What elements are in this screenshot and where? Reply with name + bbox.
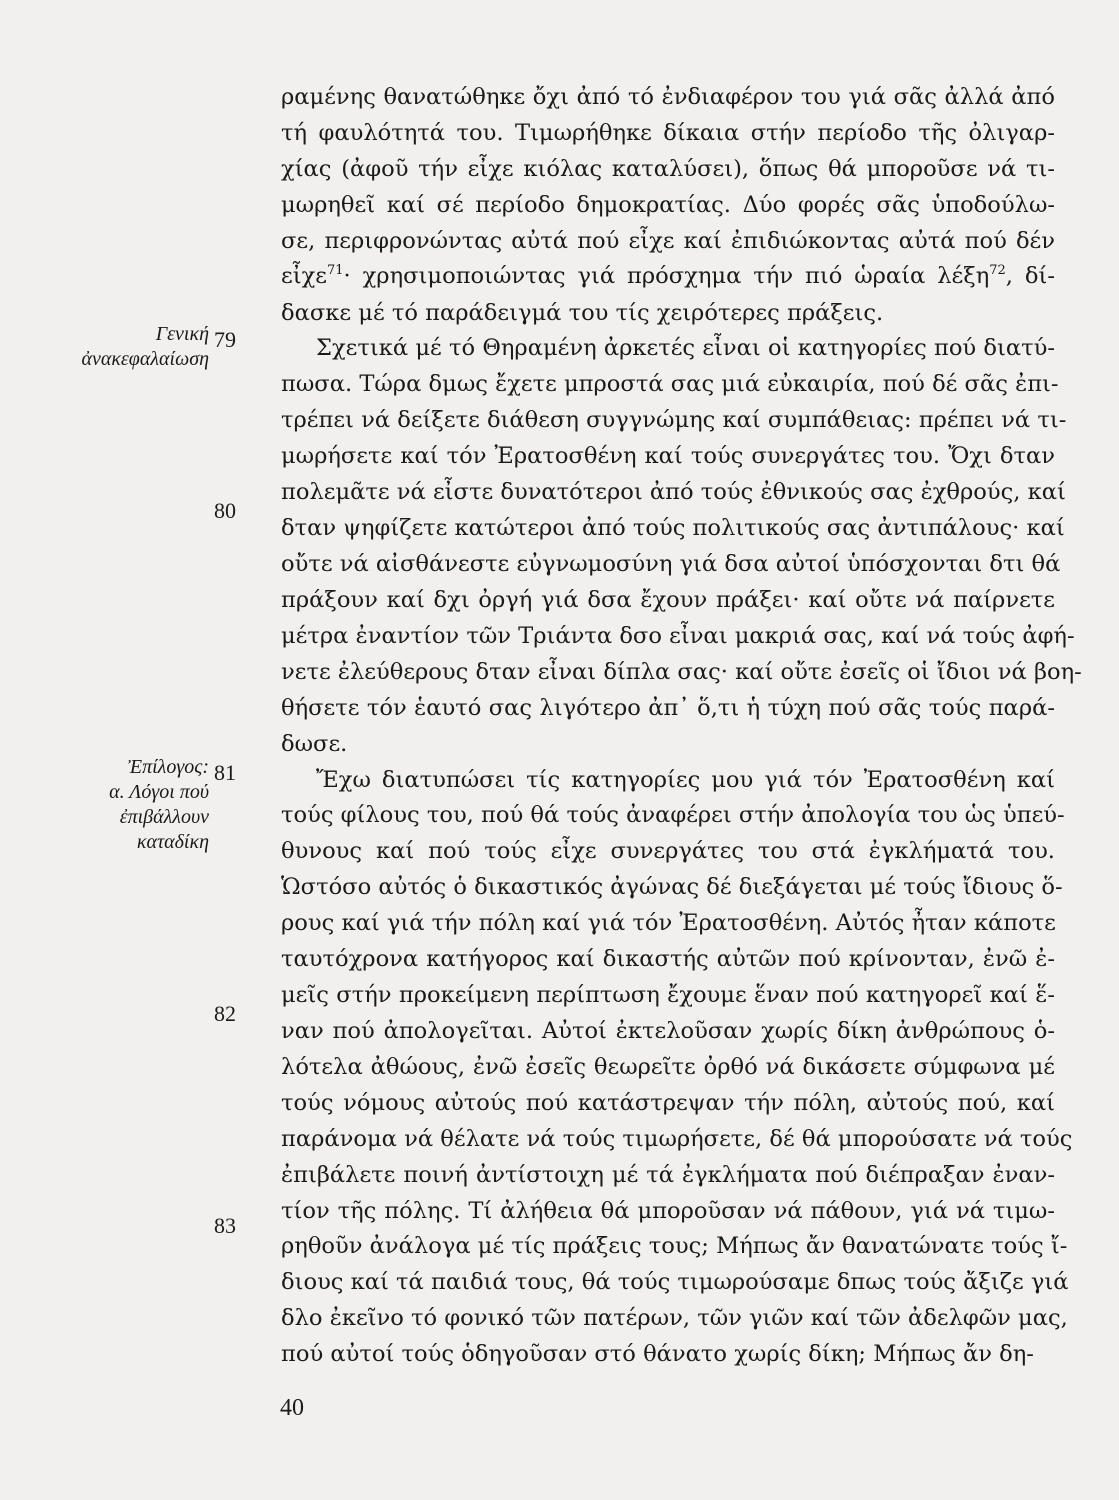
text-line-17: νετε ἐλεύθερους δταν εἶναι δίπλα σας· καί οὔτε ἐσεῖς οἱ ἴδιοι νά βοη- (281, 658, 1082, 685)
text-line-28: λότελα ἀθώους, ἐνῶ ἐσεῖς θεωρεῖτε ὀρθό νά δικάσετε σύμφωνα μέ (281, 1053, 1055, 1080)
line-number-79: 79 (214, 327, 236, 352)
text-line-12: πολεμᾶτε νά εἶστε δυνατότεροι ἀπό τούς ἐθνικούς σας ἐχθρούς, καί (281, 479, 1066, 506)
text-line-11: μωρήσετε καί τόν Ἐρατοσθένη καί τούς συνεργάτες του. Ὄχι δταν (281, 443, 1055, 470)
text-line-32: τίον τῆς πόλης. Τί ἀλήθεια θά μποροῦσαν νά πάθουν, γιά νά τιμω- (281, 1197, 1055, 1224)
line6-part-a: εἶχε (281, 263, 327, 289)
text-line-34: διους καί τά παιδιά τους, θά τούς τιμωρούσαμε δπως τούς ἄξιζε γιά (281, 1269, 1069, 1296)
line6-part-c: , δί- (1005, 263, 1055, 289)
text-line-36: πού αὐτοί τούς ὁδηγοῦσαν στό θάνατο χωρίς δίκη; Μήπως ἄν δη- (281, 1341, 1034, 1368)
text-line-20: Ἔχω διατυπώσει τίς κατηγορίες μου γιά τόν Ἐρατοσθένη καί (316, 766, 1055, 793)
line6-part-b: · χρησιμοποιώντας γιά πρόσχημα τήν πιό ὡραία λέξη (343, 263, 990, 289)
page-number: 40 (280, 1395, 304, 1421)
line-number-82: 82 (214, 1001, 236, 1026)
line-number-83: 83 (214, 1213, 236, 1238)
text-line-6 (281, 258, 1055, 294)
text-line-33: ρηθοῦν ἀνάλογα μέ τίς πράξεις τους; Μήπως ἄν θανατώνατε τούς ἴ- (281, 1233, 1068, 1260)
text-line-27: ναν πού ἀπολογεῖται. Αὐτοί ἐκτελοῦσαν χωρίς δίκη ἀνθρώπους ὁ- (281, 1017, 1055, 1044)
text-line-1: ραμένης θανατώθηκε ὄχι ἀπό τό ἐνδιαφέρον του γιά σᾶς ἀλλά ἀπό (281, 84, 1055, 110)
text-line-29: τούς νόμους αὐτούς πού κατάστρεψαν τήν πόλη, αὐτούς πού, καί (281, 1089, 1055, 1116)
text-line-18: θήσετε τόν ἑαυτό σας λιγότερο ἀπ᾿ ὅ,τι ἡ τύχη πού σᾶς τούς παρά- (281, 694, 1055, 721)
text-line-7: δασκε μέ τό παράδειγμά του τίς χειρότερες πράξεις. (281, 299, 884, 326)
text-line-31: ἐπιβάλετε ποινή ἀντίστοιχη μέ τά ἐγκλήματα πού διέπραξαν ἐναν- (281, 1161, 1055, 1188)
margin-note-general-summary: Γενική ἀνακεφαλαίωση (81, 323, 209, 370)
footnote-ref-72: 72 (989, 263, 1006, 278)
text-line-2: τή φαυλότητά του. Τιμωρήθηκε δίκαια στήν περίοδο τῆς ὀλιγαρ- (281, 119, 1055, 146)
text-line-5: σε, περιφρονώντας αὐτά πού εἶχε καί ἐπιδιώκοντας αὐτά πού δέν (281, 227, 1055, 254)
text-line-21: τούς φίλους του, πού θά τούς ἀναφέρει στήν ἀπολογία του ὡς ὑπεύ- (281, 802, 1065, 829)
text-line-3: χίας (ἀφοῦ τήν εἶχε κιόλας καταλύσει), ὅπως θά μποροῦσε νά τι- (281, 155, 1055, 182)
text-line-22: θυνους καί πού τούς εἶχε συνεργάτες του στά ἐγκλήματά του. (281, 838, 1055, 865)
text-line-10: τρέπει νά δείξετε διάθεση συγγνώμης καί συμπάθειας: πρέπει νά τι- (281, 407, 1067, 434)
text-line-8: Σχετικά μέ τό Θηραμένη ἀρκετές εἶναι οἱ κατηγορίες πού διατύ- (316, 335, 1055, 362)
text-line-15: πράξουν καί δχι ὀργή γιά δσα ἔχουν πράξει· καί οὔτε νά παίρνετε (281, 586, 1055, 613)
text-line-13: δταν ψηφίζετε κατώτεροι ἀπό τούς πολιτικούς σας ἀντιπάλους· καί (281, 515, 1065, 541)
text-line-25: ταυτόχρονα κατήγορος καί δικαστής αὐτῶν πού κρίνονταν, ἐνῶ ἐ- (281, 946, 1055, 973)
text-line-26: μεῖς στήν προκείμενη περίπτωση ἔχουμε ἕναν πού κατηγορεῖ καί ἕ- (281, 982, 1055, 1008)
text-line-23: Ὡστόσο αὐτός ὁ δικαστικός ἀγώνας δέ διεξάγεται μέ τούς ἴδιους ὅ- (281, 874, 1063, 901)
text-line-24: ρους καί γιά τήν πόλη καί γιά τόν Ἐρατοσθένη. Αὐτός ἦταν κάποτε (281, 910, 1056, 937)
text-line-4: μωρηθεῖ καί σέ περίοδο δημοκρατίας. Δύο φορές σᾶς ὑποδούλω- (281, 191, 1055, 218)
text-line-9: πωσα. Τώρα δμως ἔχετε μπροστά σας μιά εὐκαιρία, πού δέ σᾶς ἐπι- (281, 371, 1059, 398)
text-line-19: δωσε. (281, 730, 348, 757)
line-number-80: 80 (214, 498, 236, 523)
line-number-81: 81 (214, 760, 236, 785)
text-line-14: οὔτε νά αἰσθάνεστε εὐγνωμοσύνη γιά δσα αὐτοί ὑπόσχονται δτι θά (281, 551, 1061, 577)
footnote-ref-71: 71 (326, 263, 344, 278)
text-line-35: δλο ἐκεῖνο τό φονικό τῶν πατέρων, τῶν γιῶν καί τῶν ἀδελφῶν μας, (281, 1305, 1068, 1332)
text-line-16: μέτρα ἐναντίον τῶν Τριάντα δσο εἶναι μακριά σας, καί νά τούς ἀφή- (281, 622, 1075, 649)
text-line-30: παράνομα νά θέλατε νά τούς τιμωρήσετε, δέ θά μπορούσατε νά τούς (281, 1125, 1073, 1152)
margin-note-epilogue: Ἐπίλογος: α. Λόγοι πού ἐπιβάλλουν καταδίκη (109, 756, 209, 853)
